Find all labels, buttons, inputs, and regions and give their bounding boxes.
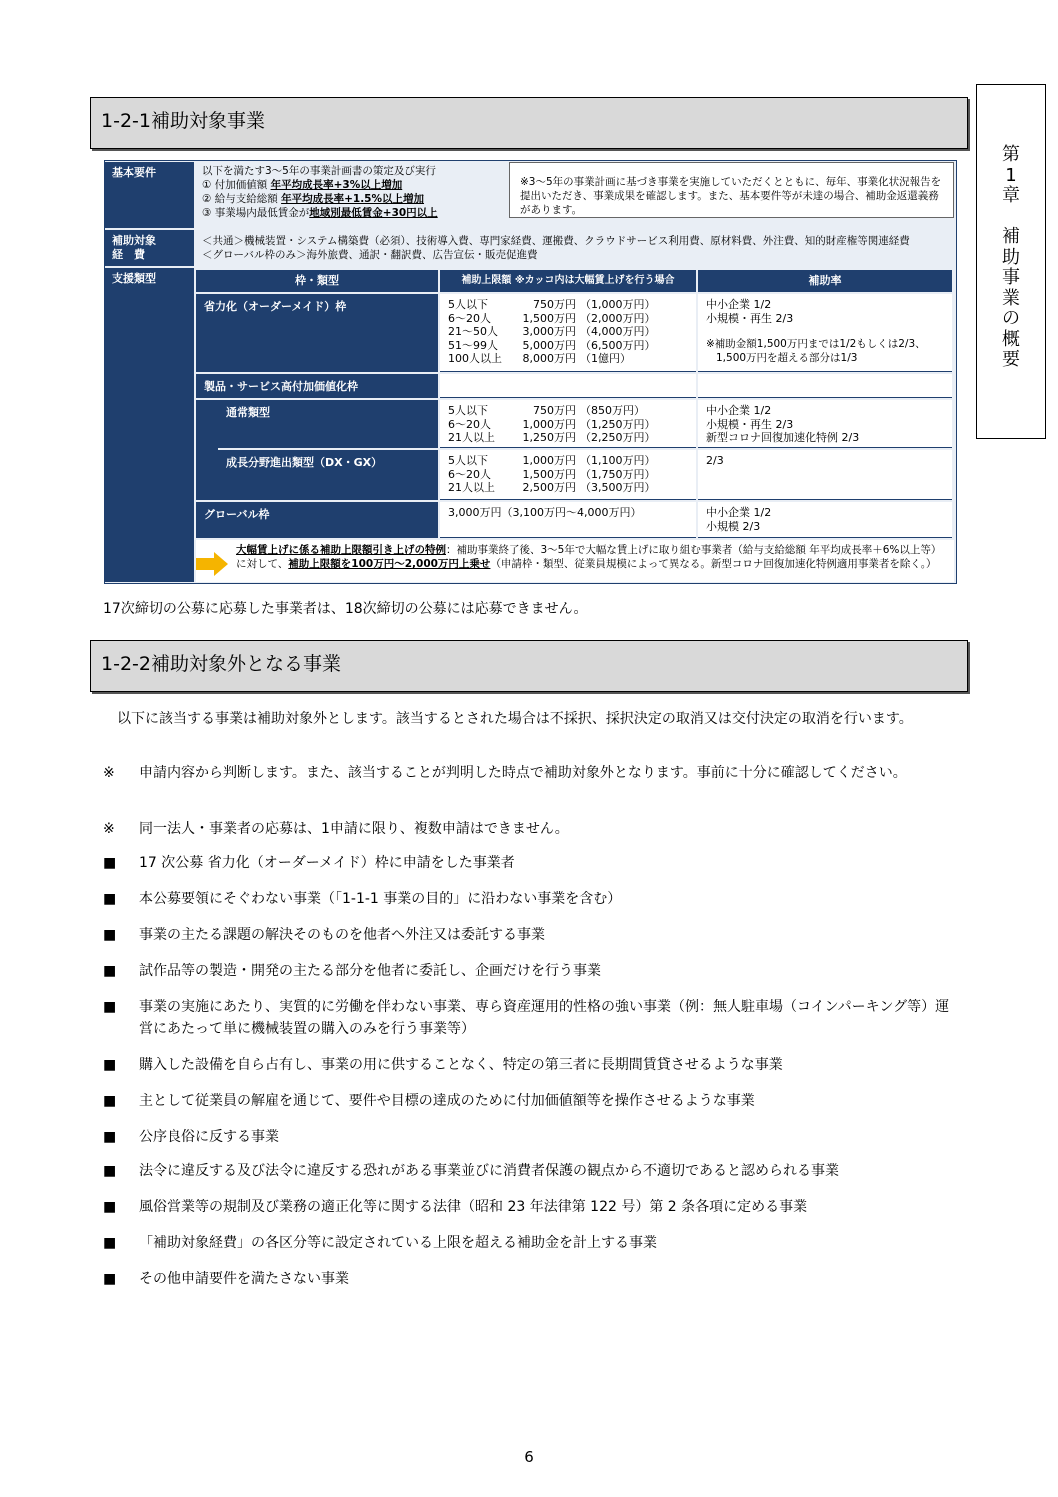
excluded-item [103,1232,963,1254]
requirements-table [104,160,957,584]
basic-requirements-note: ※3～5年の事業計画に基づき事業を実施していただくとともに、毎年、事業化状況報告を提出いただき、事業成果を確認します。また、基本要件等が未達の場合、補助金返還義務があります。 [509,162,954,218]
side-tab-char: 助 [1002,246,1020,268]
side-tab-char: 事 [1002,267,1020,288]
row-global-name: グローバル枠 [196,502,438,538]
excluded-item-text: 風俗営業等の規制及び業務の適正化等に関する法律（昭和 23 年法律第 122 号）第 2 条各項に定める事業 [139,1199,808,1215]
row-seicho-rates: 2/3 [698,450,952,500]
note-mark: ※ [103,765,115,781]
row-tsujo-limits [440,400,696,448]
limit-amount: 5,000万円 [522,338,576,352]
excluded-item [103,960,963,982]
basic-requirements-label: 基本要件 [104,162,194,228]
bullet-square-icon: ■ [103,999,117,1015]
bullet-square-icon: ■ [103,1163,117,1179]
bullet-square-icon: ■ [103,891,117,907]
limit-amount: 1,000万円 [522,454,576,467]
excluded-item-text: 17 次公募 省力化（オーダーメイド）枠に申請をした事業者 [139,855,515,871]
bullet-square-icon: ■ [103,855,117,871]
limit-size: 6～20人 [448,417,491,431]
limit-size: 6～20人 [448,467,491,481]
limit-raised: （1,000万円） [580,298,656,311]
cost-line-common: ＜共通＞機械装置・システム構築費（必須）、技術導入費、専門家経費、運搬費、クラウドサービス利用費、原材料費、外注費、知的財産権等関連経費 [202,235,910,247]
limit-size: 21人以上 [448,481,495,494]
excluded-item-text: 同一法人・事業者の応募は、1申請に限り、複数申請はできません。 [139,821,569,837]
eligible-costs-text [202,234,952,262]
section-title: 1-2-1補助対象事業 [101,110,265,132]
note-mark: ※ [103,821,115,837]
limit-size: 5人以下 [448,404,488,417]
limit-row [448,481,688,495]
limit-amount: 750万円 [533,404,576,417]
cost-line-global: ＜グローバル枠のみ＞海外旅費、通訳・翻訳費、広告宣伝・販売促進費 [202,249,538,261]
limit-size: 21人以上 [448,431,495,444]
row-tsujo-rates: 中小企業 1/2 小規模・再生 2/3 新型コロナ回復加速化特例 2/3 [698,400,952,448]
page-number: 6 [524,1448,534,1466]
basic-line-1: ① 付加価値額 年平均成長率+3%以上増加 [202,179,403,191]
row-seicho-limits [440,450,696,500]
bullet-square-icon: ■ [103,1199,117,1215]
row-global-rates: 中小企業 1/2 小規模 2/3 [698,502,952,538]
row-seihin-rates [698,374,952,398]
eligibility-caption: 17次締切の公募に応募した事業者は、18次締切の公募には応募できません。 [103,601,588,617]
bullet-square-icon: ■ [103,1129,117,1145]
bullet-square-icon: ■ [103,1271,117,1287]
bullet-square-icon: ■ [103,1057,117,1073]
side-tab-char: 要 [1002,349,1020,370]
col-header-rate: 補助率 [698,270,952,292]
row-seicho-name: 成長分野進出類型（DX・GX） [218,450,438,500]
col-header-limit: 補助上限額 ※カッコ内は大幅賃上げを行う場合 [440,270,696,292]
special-note-text: 大幅賃上げに係る補助上限額引き上げの特例：補助事業終了後、3～5年で大幅な賃上げに取り組む事業者（給与支給総額 年平均成長率＋6%以上等）に対して、補助上限額を100万円～2,000万円上乗せ（申請枠・類型、従業員規模によって異なる。新型コロナ回復加速化特例適用事業者を除く。） [236,544,942,570]
arrow-right-icon [196,552,230,576]
limit-row [448,454,688,468]
limit-row [448,468,688,482]
side-tab-char: 1 [1005,164,1017,186]
bullet-square-icon: ■ [103,1093,117,1109]
eligible-costs-label: 補助対象 経 費 [104,230,194,266]
section-heading-1-2-1 [90,97,968,149]
limit-raised: （1,750万円） [580,467,656,481]
excluded-item-text: 主として従業員の解雇を通じて、要件や目標の達成のために付加価値額等を操作させるような事業 [139,1093,755,1109]
basic-requirements-text [202,164,502,220]
limit-raised: （3,500万円） [580,481,656,494]
excluded-item [103,762,963,784]
side-tab-char: 業 [1002,287,1020,309]
excluded-item [103,1196,963,1218]
excluded-item [103,924,963,946]
basic-line-intro: 以下を満たす3～5年の事業計画書の策定及び実行 [202,165,436,177]
limit-row [448,312,688,326]
side-tab-char: 第 [1002,144,1020,165]
limit-amount: 1,250万円 [522,431,576,444]
side-tab-char: 概 [1002,328,1020,350]
excluded-item-text: 購入した設備を自ら占有し、事業の用に供することなく、特定の第三者に長期間賃貸させるような事業 [139,1057,783,1073]
limit-raised: （4,000万円） [580,325,656,338]
side-tab-char [977,207,1045,228]
side-tab-char: の [1002,308,1020,329]
basic-line-3: ③ 事業場内最低賃金が地域別最低賃金+30円以上 [202,207,438,219]
excluded-item [103,1160,963,1182]
excluded-item [103,996,963,1040]
limit-raised: （1億円） [580,352,631,365]
row-seihin-limits [440,374,696,398]
limit-raised: （1,250万円） [580,417,656,431]
excluded-item-text: 本公募要領にそぐわない事業（「1-1-1 事業の目的」に沿わない事業を含む） [139,891,622,907]
section-heading-1-2-2 [90,640,968,692]
excluded-item [103,852,963,874]
limit-row [448,404,688,418]
section-title: 1-2-2補助対象外となる事業 [101,653,341,675]
excluded-item [103,1054,963,1076]
limit-amount: 3,000万円 [522,325,576,338]
excluded-item [103,818,963,840]
excluded-item-text: 公序良俗に反する事業 [139,1129,279,1145]
limit-amount: 1,500万円 [522,311,576,325]
limit-size: 5人以下 [448,298,488,311]
limit-row [448,418,688,432]
basic-line-2: ② 給与支給総額 年平均成長率+1.5%以上増加 [202,193,425,205]
limit-raised: （850万円） [580,404,645,417]
excluded-item-text: その他申請要件を満たさない事業 [139,1271,349,1287]
side-tab-char: 章 [1002,185,1020,206]
excluded-item-text: 事業の主たる課題の解決そのものを他者へ外注又は委託する事業 [139,927,545,943]
side-tab-char: 補 [1002,226,1020,247]
row-shoryoku-rates: 中小企業 1/2 小規模・再生 2/3 ※補助金額1,500万円までは1/2もしくは2/3、 1,500万円を超える部分は1/3 [698,294,952,372]
bullet-square-icon: ■ [103,1235,117,1251]
limit-size: 6～20人 [448,311,491,325]
excluded-item-text: 試作品等の製造・開発の主たる部分を他者に委託し、企画だけを行う事業 [139,963,601,979]
limit-amount: 1,500万円 [522,467,576,481]
row-global-limits: 3,000万円（3,100万円～4,000万円） [440,502,696,538]
limit-row [448,431,688,445]
limit-size: 100人以上 [448,352,502,365]
row-seihin-indent [196,400,218,500]
col-header-type: 枠・類型 [196,270,438,292]
limit-size: 51～99人 [448,338,498,352]
excluded-item [103,888,963,910]
limit-amount: 8,000万円 [522,352,576,365]
intro-paragraph: 以下に該当する事業は補助対象外とします。該当するとされた場合は不採択、採択決定の取消又は交付決定の取消を行います。 [117,711,913,727]
limit-raised: （6,500万円） [580,338,656,352]
limit-size: 21～50人 [448,325,498,338]
row-seihin-name: 製品・サービス高付加価値化枠 [196,374,438,398]
limit-row [448,325,688,339]
limit-amount: 2,500万円 [522,481,576,494]
row-shoryoku-name: 省力化（オーダーメイド）枠 [196,294,438,372]
chapter-side-tab [976,84,1046,439]
limit-row [448,339,688,353]
limit-raised: （2,250万円） [580,431,656,444]
limit-raised: （2,000万円） [580,311,656,325]
support-types-label: 支援類型 [104,268,194,582]
excluded-item-text: 事業の実施にあたり、実質的に労働を伴わない事業、専ら資産運用的性格の強い事業（例：無人駐車場（コインパーキング等）運営にあたって単に機械装置の購入のみを行う事業等） [139,999,950,1037]
limit-row [448,352,688,366]
chapter-side-tab-text [977,145,1045,371]
excluded-item [103,1090,963,1112]
limit-amount: 750万円 [533,298,576,311]
bullet-square-icon: ■ [103,927,117,943]
limit-size: 5人以下 [448,454,488,467]
excluded-item [103,1126,963,1148]
row-shoryoku-limits [440,294,696,372]
limit-raised: （1,100万円） [580,454,656,467]
excluded-item [103,1268,963,1290]
excluded-item-text: 法令に違反する及び法令に違反する恐れがある事業並びに消費者保護の観点から不適切であると認められる事業 [139,1163,839,1179]
excluded-item-text: 「補助対象経費」の各区分等に設定されている上限を超える補助金を計上する事業 [139,1235,657,1251]
limit-row [448,298,688,312]
excluded-item-text: 申請内容から判断します。また、該当することが判明した時点で補助対象外となります。事前に十分に確認してください。 [139,765,907,781]
bullet-square-icon: ■ [103,963,117,979]
limit-amount: 1,000万円 [522,417,576,431]
row-tsujo-name: 通常類型 [218,400,438,448]
